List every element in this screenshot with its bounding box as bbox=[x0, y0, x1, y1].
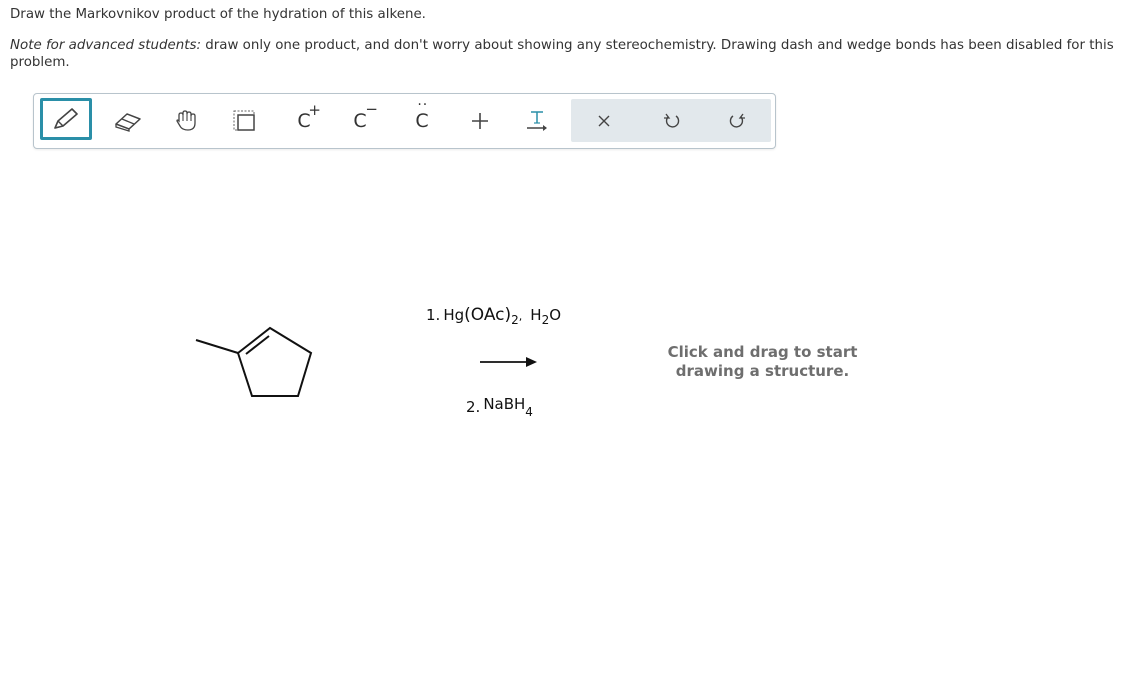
step-1-oac: (OAc) bbox=[464, 305, 512, 325]
negative-charge-tool-button[interactable] bbox=[340, 98, 380, 144]
clear-button[interactable] bbox=[583, 99, 625, 142]
step-1 bbox=[426, 305, 561, 327]
reaction-conditions bbox=[420, 300, 610, 430]
step-2 bbox=[466, 395, 533, 419]
step-2-nabh: NaBH bbox=[483, 395, 526, 413]
text-arrow-tool-button[interactable] bbox=[518, 98, 558, 144]
step-2-sub: 4 bbox=[525, 405, 533, 419]
text-arrow-icon bbox=[524, 109, 552, 133]
hint-line-2: drawing a structure. bbox=[675, 362, 850, 380]
negative-charge-icon: C − bbox=[353, 100, 378, 132]
hand-icon bbox=[174, 109, 200, 133]
redo-icon bbox=[728, 112, 746, 130]
redo-button[interactable] bbox=[716, 99, 758, 142]
step-1-number: 1. bbox=[426, 306, 441, 324]
select-box-tool-button[interactable] bbox=[225, 98, 265, 144]
note-text bbox=[10, 37, 1144, 71]
step-1-comma: , bbox=[518, 310, 523, 323]
note-label: Note for advanced students: bbox=[10, 38, 201, 53]
step-2-number: 2. bbox=[466, 398, 481, 416]
water-o: O bbox=[549, 306, 562, 324]
water-sub: 2 bbox=[541, 313, 550, 327]
lone-pair-icon: C ·· bbox=[415, 97, 429, 132]
positive-charge-tool-button[interactable] bbox=[284, 98, 324, 144]
pencil-tool-button[interactable] bbox=[40, 98, 92, 140]
eraser-tool-button[interactable] bbox=[108, 98, 148, 144]
hand-tool-button[interactable] bbox=[167, 98, 207, 144]
close-icon bbox=[596, 113, 612, 129]
alkene-structure bbox=[190, 320, 320, 405]
step-1-sub: 2 bbox=[511, 313, 519, 327]
positive-charge-icon: C + bbox=[297, 101, 321, 132]
plus-icon bbox=[470, 111, 490, 131]
note-body: draw only one product, and don't worry about showing any stereochemistry. Drawing dash and wedge bonds has been disabled for this problem. bbox=[10, 38, 1114, 70]
eraser-icon bbox=[113, 110, 143, 132]
plus-tool-button[interactable] bbox=[460, 98, 500, 144]
undo-button[interactable] bbox=[651, 99, 693, 142]
water-h: H bbox=[530, 306, 542, 324]
step-1-hg: Hg bbox=[443, 306, 465, 324]
pencil-icon bbox=[51, 106, 81, 132]
undo-icon bbox=[663, 112, 681, 130]
question-text: Draw the Markovnikov product of the hydration of this alkene. bbox=[10, 7, 426, 22]
drawing-toolbar bbox=[33, 93, 776, 149]
lone-pair-tool-button[interactable] bbox=[402, 98, 442, 144]
canvas-hint bbox=[640, 343, 885, 381]
hint-line-1: Click and drag to start bbox=[667, 343, 858, 361]
edit-actions-group bbox=[571, 99, 771, 142]
select-box-icon bbox=[232, 109, 258, 133]
reaction-arrow bbox=[478, 355, 540, 369]
